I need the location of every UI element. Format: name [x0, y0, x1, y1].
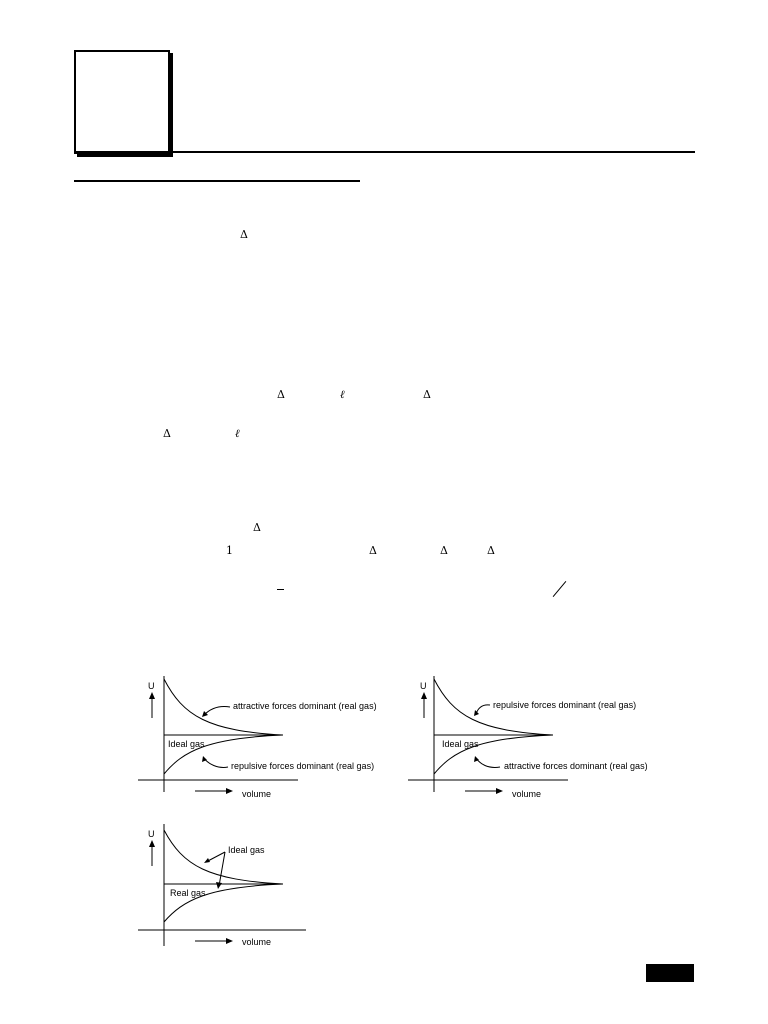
fraction-bar — [277, 589, 284, 590]
lower-pointer — [204, 758, 228, 767]
pointer-head-lower — [216, 882, 222, 889]
chapter-number-box — [74, 50, 170, 154]
graph-internal-energy-2 — [408, 676, 668, 806]
upper-pointer-head — [474, 710, 479, 716]
graph-internal-energy-1 — [138, 676, 398, 806]
numeral-one: 1 — [226, 544, 233, 557]
pointer-to-lower-curve — [219, 852, 225, 886]
x-arrow-head — [226, 938, 233, 944]
upper-label: attractive forces dominant (real gas) — [233, 701, 377, 711]
delta-symbol: Δ — [440, 544, 448, 557]
delta-symbol: Δ — [369, 544, 377, 557]
delta-symbol: Δ — [240, 228, 248, 241]
page-number-tab — [646, 964, 694, 982]
x-arrow-head — [496, 788, 503, 794]
lower-pointer — [476, 758, 500, 767]
delta-symbol: Δ — [163, 427, 171, 440]
upper-label: Ideal gas — [228, 845, 265, 855]
upper-pointer — [476, 705, 490, 714]
y-arrow-head — [149, 692, 155, 699]
middle-label: Real gas — [170, 888, 206, 898]
division-slash — [553, 581, 567, 597]
axis-y-label: U — [148, 681, 155, 691]
delta-symbol: Δ — [277, 388, 285, 401]
ell-symbol: ℓ — [235, 427, 240, 440]
axis-y-label: U — [420, 681, 427, 691]
upper-curve — [164, 830, 283, 884]
upper-label: repulsive forces dominant (real gas) — [493, 700, 637, 710]
delta-symbol: Δ — [423, 388, 431, 401]
graph-internal-energy-3 — [138, 824, 338, 954]
header-rule — [74, 151, 695, 153]
section-heading-rule — [74, 180, 360, 182]
delta-symbol: Δ — [487, 544, 495, 557]
lower-label: repulsive forces dominant (real gas) — [231, 761, 375, 771]
x-arrow-head — [226, 788, 233, 794]
axis-x-label: volume — [512, 789, 542, 799]
y-arrow-head — [421, 692, 427, 699]
ell-symbol: ℓ — [340, 388, 345, 401]
delta-symbol: Δ — [253, 521, 261, 534]
y-arrow-head — [149, 840, 155, 847]
axis-x-label: volume — [242, 937, 272, 947]
pointer-head-upper — [204, 858, 210, 863]
axis-y-label: U — [148, 829, 155, 839]
axis-x-label: volume — [242, 789, 272, 799]
middle-label: Ideal gas — [442, 739, 479, 749]
lower-label: attractive forces dominant (real gas) — [504, 761, 648, 771]
middle-label: Ideal gas — [168, 739, 205, 749]
upper-pointer — [204, 706, 230, 715]
